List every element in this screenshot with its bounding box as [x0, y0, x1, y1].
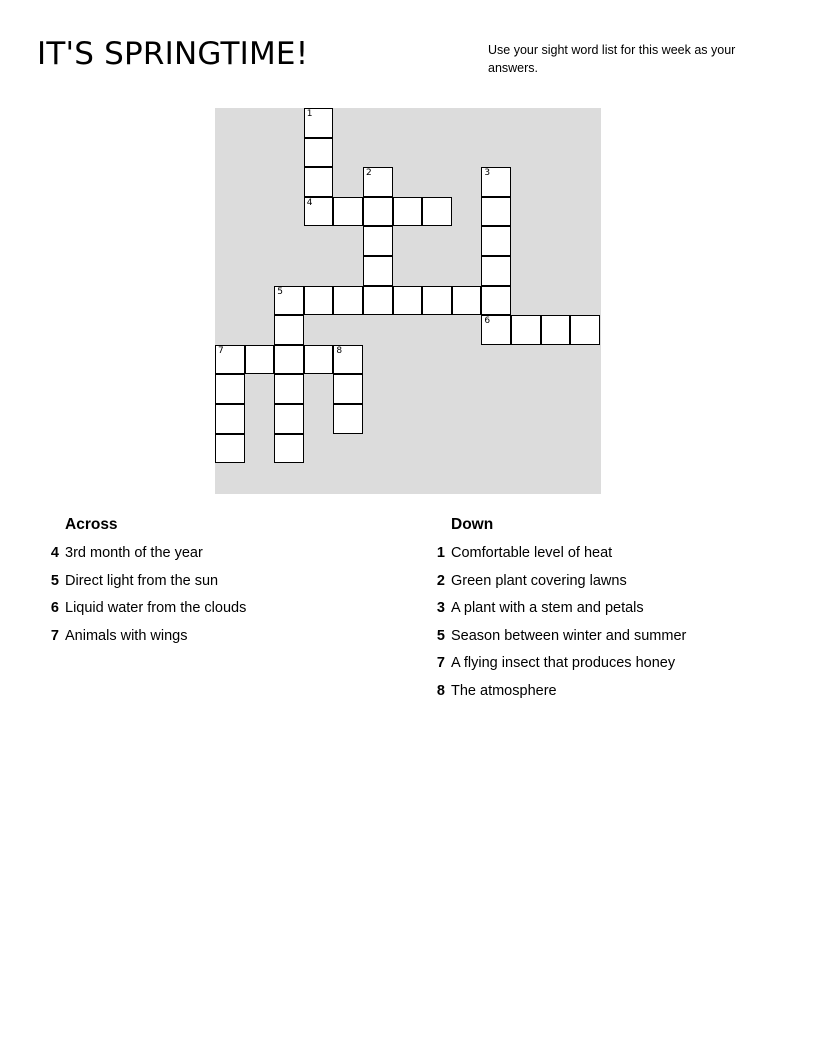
cell-number: 1 [306, 109, 313, 119]
clue-text: A flying insect that produces honey [451, 655, 676, 672]
cell-number: 7 [218, 345, 224, 356]
grid-cell[interactable] [304, 167, 334, 197]
grid-cell[interactable] [481, 256, 511, 286]
clue-down-3 [424, 600, 784, 628]
down-heading: Down [451, 516, 494, 533]
clue-across-4 [38, 545, 378, 573]
clue-number: 8 [436, 682, 445, 699]
grid-cell[interactable] [393, 286, 423, 316]
grid-cell[interactable] [363, 286, 393, 316]
clue-text: Comfortable level of heat [451, 545, 613, 561]
grid-cell[interactable] [363, 226, 393, 256]
grid-cell[interactable] [304, 138, 334, 168]
clue-text: Liquid water from the clouds [65, 600, 247, 617]
clue-number: 2 [436, 572, 445, 589]
clue-text: A plant with a stem and petals [451, 600, 644, 617]
cell-number: 5 [277, 286, 283, 297]
clue-down-7 [424, 655, 784, 683]
clue-text: 3rd month of the year [65, 545, 203, 561]
crossword-grid [215, 108, 601, 494]
grid-cell[interactable] [274, 374, 304, 404]
clue-text: Green plant covering lawns [451, 572, 627, 589]
clue-text: Season between winter and summer [451, 627, 687, 644]
grid-cell[interactable] [245, 345, 275, 375]
grid-cell[interactable] [333, 374, 363, 404]
grid-cell[interactable] [511, 315, 541, 345]
grid-cell[interactable] [481, 286, 511, 316]
down-clues [424, 516, 784, 711]
clue-text: Animals with wings [65, 627, 188, 644]
clue-number: 5 [436, 627, 445, 644]
grid-cell[interactable] [274, 345, 304, 375]
cell-number: 4 [306, 197, 313, 208]
grid-cell[interactable] [481, 315, 511, 345]
grid-cell[interactable] [481, 226, 511, 256]
grid-cell[interactable] [481, 197, 511, 227]
across-heading: Across [65, 516, 118, 533]
clue-text: The atmosphere [451, 682, 557, 699]
cell-number: 3 [484, 168, 491, 179]
clue-across-7 [38, 628, 378, 656]
grid-cell[interactable] [274, 404, 304, 434]
grid-cell[interactable] [363, 197, 393, 227]
grid-cell[interactable] [422, 197, 452, 227]
clue-number: 1 [436, 545, 445, 561]
clue-number: 7 [50, 627, 59, 644]
grid-cell[interactable] [274, 315, 304, 345]
clue-number: 4 [50, 545, 59, 561]
clue-number: 6 [50, 600, 59, 617]
grid-cell[interactable] [333, 197, 363, 227]
grid-cell[interactable] [274, 434, 304, 464]
clue-number: 3 [436, 600, 445, 617]
grid-cell[interactable] [304, 197, 334, 227]
grid-cell[interactable] [422, 286, 452, 316]
cell-number: 2 [366, 168, 372, 179]
grid-cell[interactable] [304, 286, 334, 316]
cell-number: 8 [336, 345, 343, 356]
across-clues [38, 516, 378, 655]
grid-cell[interactable] [304, 108, 334, 138]
instructions: Use your sight word list for this week as your answers. [488, 43, 736, 75]
clue-number: 7 [436, 655, 445, 672]
clue-across-6 [38, 600, 378, 628]
grid-cell[interactable] [215, 345, 245, 375]
grid-cell[interactable] [215, 374, 245, 404]
page-title: IT'S SPRINGTIME! [37, 36, 309, 72]
grid-cell[interactable] [333, 286, 363, 316]
grid-cell[interactable] [333, 404, 363, 434]
clue-down-5 [424, 628, 784, 656]
clue-down-1 [424, 545, 784, 573]
clue-number: 5 [50, 572, 59, 589]
clue-down-8 [424, 683, 784, 711]
grid-cell[interactable] [481, 167, 511, 197]
grid-cell[interactable] [452, 286, 482, 316]
grid-cell[interactable] [363, 167, 393, 197]
grid-cell[interactable] [304, 345, 334, 375]
grid-cell[interactable] [215, 434, 245, 464]
grid-cell[interactable] [541, 315, 571, 345]
grid-cell[interactable] [333, 345, 363, 375]
clue-text: Direct light from the sun [65, 572, 219, 589]
grid-cell[interactable] [274, 286, 304, 316]
grid-cell[interactable] [393, 197, 423, 227]
grid-cell[interactable] [363, 256, 393, 286]
grid-cell[interactable] [215, 404, 245, 434]
clue-down-2 [424, 573, 784, 601]
clue-across-5 [38, 573, 378, 601]
grid-cell[interactable] [570, 315, 600, 345]
cell-number: 6 [484, 316, 491, 327]
